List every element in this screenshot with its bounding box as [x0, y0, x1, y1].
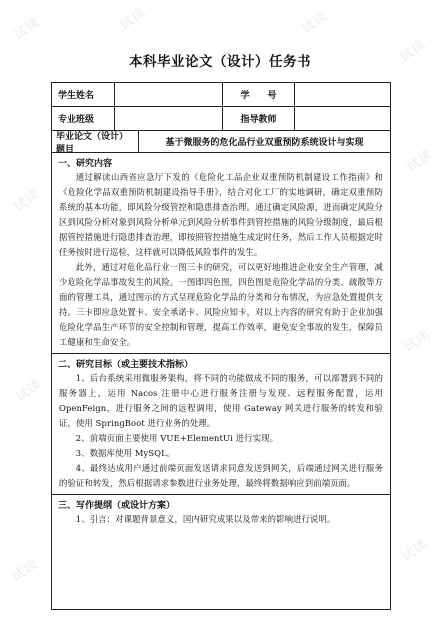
topic-value: 基于微服务的危化品行业双重预防系统设计与实现: [138, 131, 390, 152]
section-heading: 一、研究内容: [58, 159, 113, 169]
watermark: 试读: [397, 36, 429, 66]
section-writing-outline: [52, 495, 390, 527]
advisor-value: [294, 107, 390, 130]
student-name-label: 学生姓名: [58, 91, 95, 101]
major-class-label: 专业班级: [58, 115, 95, 125]
major-class-value: [114, 107, 222, 130]
watermark: 试读: [11, 14, 43, 44]
document-title: 本科毕业论文（设计）任务书: [129, 54, 311, 70]
watermark: 试读: [404, 146, 436, 176]
section-research-content: [52, 153, 390, 354]
watermark: 试读: [13, 376, 45, 406]
section-paragraph: 1、引言：对课题背景意义，国内研究成果以及带来的影响进行说明。: [75, 514, 336, 524]
topic-label: 毕业论文（设计）题目: [56, 131, 129, 155]
section-paragraph: 2、前端页面主要使用 VUE+ElementUi 进行实现。: [75, 433, 279, 443]
section-paragraph: 此外，通过对危化品行业一图三卡的研究，可以更好地推进企业安全生产管理，减少危险化学品事故发生的风险。一图即四色图，四色图是危险化学品的分类、疏散等方面的管理工具，通过图示的方式呈现危险化学品的分类和分布情况，为应急处置提供支持。三卡即应急处置卡、安全承诺卡、风险应知卡，对以上内容的研究有助于企业加强危险化学品生产环节的安全控制和管理，提高工作效率，避免安全事故的发生，保障员工健康和生命安全。: [59, 262, 383, 347]
watermark: 试读: [117, 4, 149, 34]
watermark: 试读: [401, 326, 433, 356]
watermark: 试读: [11, 186, 43, 216]
watermark: 试读: [9, 556, 41, 586]
section-paragraph: 3、数据库使用 MySQL。: [75, 448, 176, 458]
watermark: 试读: [299, 8, 331, 38]
task-form-table: [51, 82, 391, 610]
row-topic: [52, 131, 390, 153]
section-paragraph: 1、后台系统采用微服务架构，将不同的功能做成不同的服务，可以部署到不同的服务器上，运用 Nacos 注册中心进行服务注册与发现、远程服务配置，运用 OpenFeign，进行服务之间的远程调用，使用 Gateway 网关进行服务的转发和验证，使用 SpringBoot 进行业务的处理。: [59, 373, 383, 428]
row-student-info: [52, 83, 390, 107]
student-name-value: [114, 83, 222, 106]
section-research-goals: [52, 354, 390, 495]
section-paragraph: 4、最终达成用户通过前端页面发送请求同意发送到网关，后端通过网关进行服务的验证和转发，然后根据请求参数进行业务处理，最终将数据响应到前端页面。: [59, 463, 383, 488]
advisor-label: 指导教师: [222, 107, 294, 130]
watermark: 试读: [399, 536, 431, 566]
row-class-info: [52, 107, 390, 131]
section-heading: 二、研究目标（或主要技术指标）: [58, 360, 194, 370]
student-id-label: 学 号: [222, 83, 294, 106]
section-heading: 三、写作提纲（或设计方案）: [58, 501, 176, 511]
student-id-value: [294, 83, 390, 106]
section-paragraph: 通过解读山西省应急厅下发的《危险化工品企业双重预防机制建设工作指南》和《危险化学品双重预防机制建设指导手册》，结合对化工厂的实地调研，确定双重预防系统的基本功能，即风险分级管控和隐患排查治理。通过确定风险源，进而确定风险分区到风险分析对象到风险分析单元到风险分析事件到管控措施的风险分级制度，最后根据管控措施进行隐患排查治理，即按照管控措施生成定时任务，然后工作人员根据定时任务按时进行巡检，这样就可以降低风险事件的发生。: [59, 172, 383, 257]
